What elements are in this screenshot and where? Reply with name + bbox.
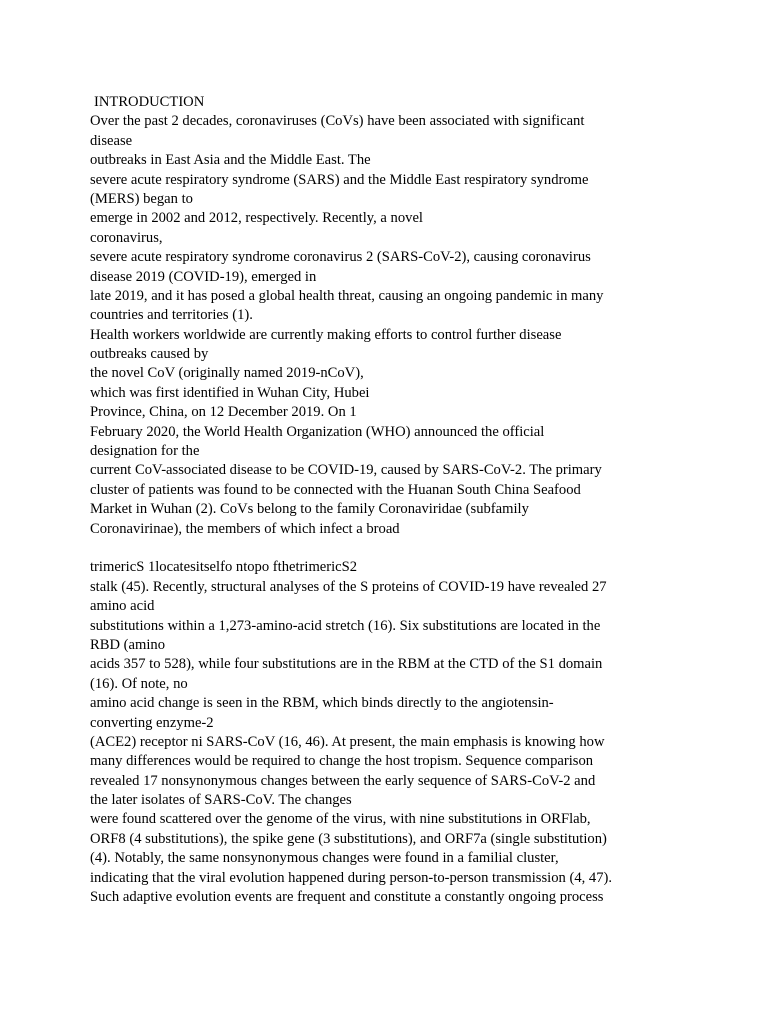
document-page [90,93,690,907]
text-line: (MERS) began to [90,190,193,207]
text-line: coronavirus, [90,229,163,246]
text-line: Over the past 2 decades, coronaviruses (CoVs) have been associated with significant [90,113,585,130]
text-line: disease [90,132,133,149]
paragraph-block-spike-protein [90,558,690,907]
text-line: February 2020, the World Health Organization (WHO) announced the official [90,423,545,440]
text-line: RBD (amino [90,636,165,653]
text-line: late 2019, and it has posed a global health threat, causing an ongoing pandemic in many [90,287,604,304]
text-line: outbreaks in East Asia and the Middle East. The [90,152,371,169]
text-line: the later isolates of SARS-CoV. The changes [90,792,352,809]
text-line: many differences would be required to change the host tropism. Sequence comparison [90,753,594,770]
text-line: outbreaks caused by [90,346,209,363]
paragraph-block-introduction [90,112,690,539]
text-line: Health workers worldwide are currently making efforts to control further disease [90,326,562,343]
text-line: current CoV-associated disease to be COVID-19, caused by SARS-CoV-2. The primary [90,462,602,479]
text-line: ORF8 (4 substitutions), the spike gene (3 substitutions), and ORF7a (single substitution) [90,830,607,847]
text-line: converting enzyme-2 [90,714,214,731]
text-line: severe acute respiratory syndrome (SARS) and the Middle East respiratory syndrome [90,171,589,188]
text-line: Such adaptive evolution events are frequent and constitute a constantly ongoing process [90,889,604,906]
text-line: disease 2019 (COVID-19), emerged in [90,268,317,285]
text-line: amino acid change is seen in the RBM, which binds directly to the angiotensin- [90,695,554,712]
text-line: (ACE2) receptor ni SARS-CoV (16, 46). At present, the main emphasis is knowing how [90,733,605,750]
text-line: Province, China, on 12 December 2019. On 1 [90,404,357,421]
paragraph-gap [90,539,690,558]
text-line: Coronavirinae), the members of which infect a broad [90,520,400,537]
text-line: designation for the [90,443,200,460]
text-line: which was first identified in Wuhan City, Hubei [90,384,370,401]
text-line: trimericS 1locatesitselfo ntopo fthetrimericS2 [90,559,358,576]
text-line: cluster of patients was found to be connected with the Huanan South China Seafood [90,481,581,498]
text-line: emerge in 2002 and 2012, respectively. Recently, a novel [90,210,423,227]
text-line: severe acute respiratory syndrome coronavirus 2 (SARS-CoV-2), causing coronavirus [90,249,591,266]
text-line: (16). Of note, no [90,675,188,692]
text-line: countries and territories (1). [90,307,253,324]
text-line: indicating that the viral evolution happened during person-to-person transmission (4, 47). [90,869,613,886]
text-line: acids 357 to 528), while four substitutions are in the RBM at the CTD of the S1 domain [90,656,603,673]
text-line: revealed 17 nonsynonymous changes between the early sequence of SARS-CoV-2 and [90,772,596,789]
text-line: (4). Notably, the same nonsynonymous changes were found in a familial cluster, [90,850,559,867]
text-line: the novel CoV (originally named 2019-nCoV), [90,365,364,382]
text-line: Market in Wuhan (2). CoVs belong to the family Coronaviridae (subfamily [90,501,529,518]
section-heading: INTRODUCTION [94,94,205,110]
text-line: substitutions within a 1,273-amino-acid stretch (16). Six substitutions are located in the [90,617,601,634]
text-line: amino acid [90,598,155,615]
text-line: were found scattered over the genome of the virus, with nine substitutions in ORFlab, [90,811,591,828]
text-line: stalk (45). Recently, structural analyses of the S proteins of COVID-19 have revealed 27 [90,578,607,595]
